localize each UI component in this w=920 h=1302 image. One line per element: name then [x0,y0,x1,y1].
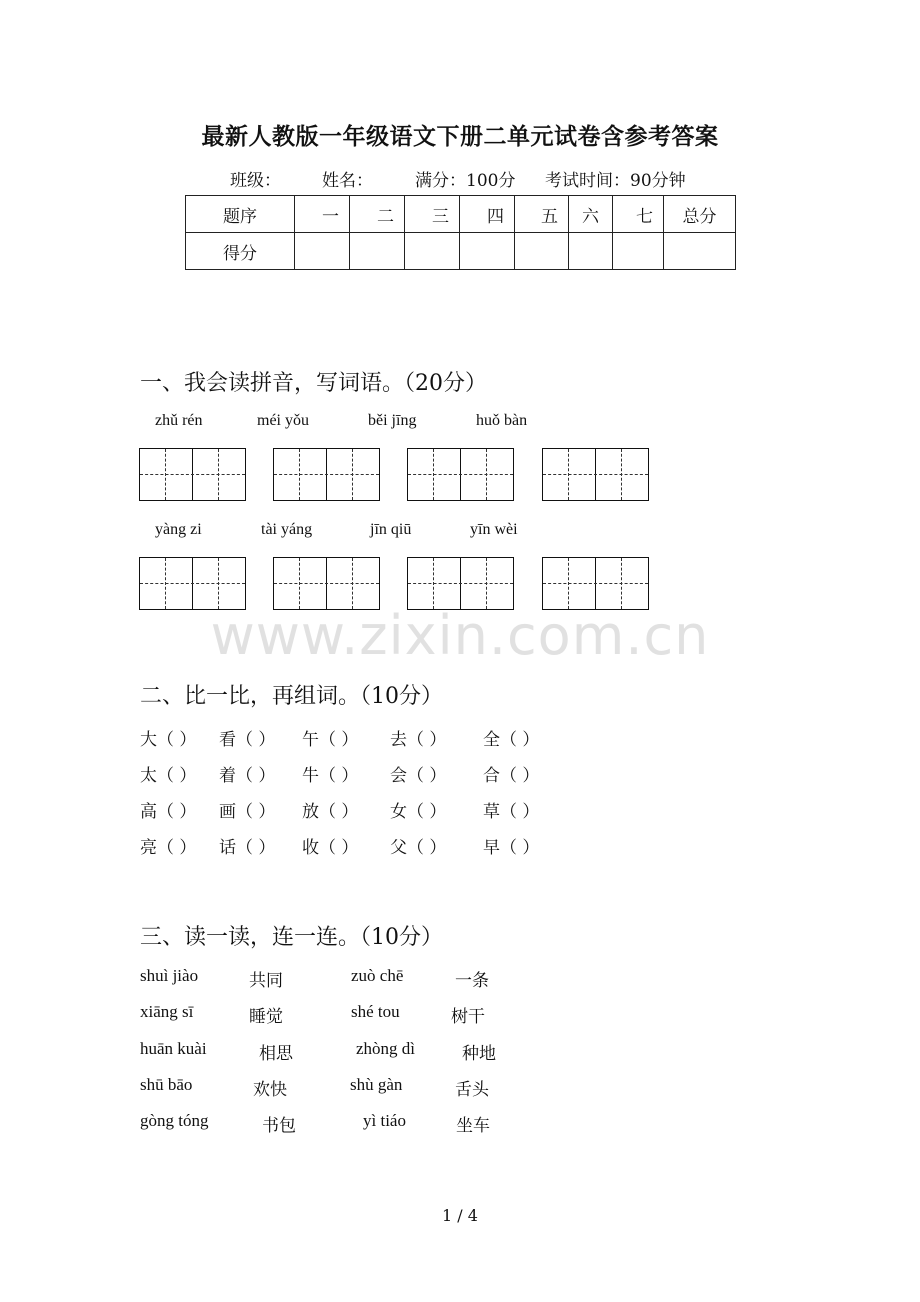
pinyin-label: zhǔ rén [155,412,203,429]
score-header-cell: 五 [515,196,569,233]
score-entry-cell[interactable] [405,233,460,270]
writing-grid[interactable] [139,557,246,610]
match-word: 舌头 [455,1080,489,1099]
match-word: 共同 [249,971,283,990]
pinyin-label: jīn qiū [370,521,412,538]
writing-grid[interactable] [139,448,246,501]
writing-grid[interactable] [407,557,514,610]
match-pinyin: gòng tóng [140,1111,209,1130]
score-entry-cell[interactable] [350,233,405,270]
word-item: 去（ ） [390,730,447,750]
score-entry-cell[interactable] [460,233,515,270]
info-full-score: 满分：100分 [415,171,516,191]
score-table [185,195,736,270]
writing-grid[interactable] [542,557,649,610]
section1-heading: 一、我会读拼音，写词语。（20分） [140,371,487,396]
pinyin-label: yàng zi [155,521,202,538]
score-header-cell: 题序 [186,196,295,233]
word-item: 牛（ ） [302,766,359,786]
score-entry-cell[interactable] [515,233,569,270]
match-pinyin: zuò chē [351,966,404,985]
score-header-cell: 一 [295,196,350,233]
info-class: 班级： [230,171,281,191]
writing-grid[interactable] [273,448,380,501]
page-title: 最新人教版一年级语文下册二单元试卷含参考答案 [201,123,719,150]
word-item: 会（ ） [390,766,447,786]
score-entry-cell[interactable] [613,233,664,270]
match-pinyin: yì tiáo [363,1111,406,1130]
word-item: 画（ ） [219,802,276,822]
word-item: 高（ ） [140,802,197,822]
match-word: 一条 [455,971,489,990]
word-item: 亮（ ） [140,838,197,858]
section2-heading: 二、比一比，再组词。（10分） [140,684,443,709]
word-item: 话（ ） [219,838,276,858]
match-pinyin: huān kuài [140,1039,207,1058]
word-item: 着（ ） [219,766,276,786]
match-pinyin: shé tou [351,1002,400,1021]
match-pinyin: shù gàn [350,1075,403,1094]
match-pinyin: xiāng sī [140,1002,194,1021]
score-header-cell: 总分 [664,196,736,233]
word-item: 早（ ） [483,838,540,858]
info-name: 姓名： [322,171,373,191]
match-word: 欢快 [253,1080,287,1099]
match-word: 坐车 [456,1116,490,1135]
word-item: 女（ ） [390,802,447,822]
score-entry-cell[interactable] [295,233,350,270]
pinyin-label: běi jīng [368,412,417,429]
score-header-cell: 二 [350,196,405,233]
score-header-cell: 七 [613,196,664,233]
match-pinyin: zhòng dì [356,1039,416,1058]
writing-grid[interactable] [542,448,649,501]
word-item: 大（ ） [140,730,197,750]
writing-grid[interactable] [273,557,380,610]
score-entry-cell[interactable] [569,233,613,270]
score-row-label: 得分 [186,233,295,270]
score-entry-cell[interactable] [664,233,736,270]
word-item: 合（ ） [483,766,540,786]
word-item: 太（ ） [140,766,197,786]
word-item: 收（ ） [302,838,359,858]
match-pinyin: shuì jiào [140,966,199,985]
score-header-cell: 六 [569,196,613,233]
score-table-score-row [186,233,736,270]
match-word: 书包 [262,1116,296,1135]
pinyin-label: méi yǒu [257,412,309,429]
info-exam-time: 考试时间：90分钟 [545,171,686,191]
word-item: 父（ ） [390,838,447,858]
pinyin-label: tài yáng [261,521,313,538]
match-word: 睡觉 [249,1007,283,1026]
match-word: 种地 [462,1044,496,1063]
word-item: 看（ ） [219,730,276,750]
match-word: 树干 [451,1007,485,1026]
section3-heading: 三、读一读，连一连。（10分） [140,925,443,950]
watermark: www.zixin.com.cn [210,604,710,667]
page-number: 1 / 4 [442,1206,478,1225]
score-header-cell: 四 [460,196,515,233]
match-pinyin: shū bāo [140,1075,193,1094]
pinyin-label: yīn wèi [470,521,518,538]
word-item: 午（ ） [302,730,359,750]
word-item: 放（ ） [302,802,359,822]
match-word: 相思 [259,1044,293,1063]
word-item: 草（ ） [483,802,540,822]
pinyin-label: huǒ bàn [476,412,528,429]
writing-grid[interactable] [407,448,514,501]
score-header-cell: 三 [405,196,460,233]
score-table-header-row [186,196,736,233]
word-item: 全（ ） [483,730,540,750]
